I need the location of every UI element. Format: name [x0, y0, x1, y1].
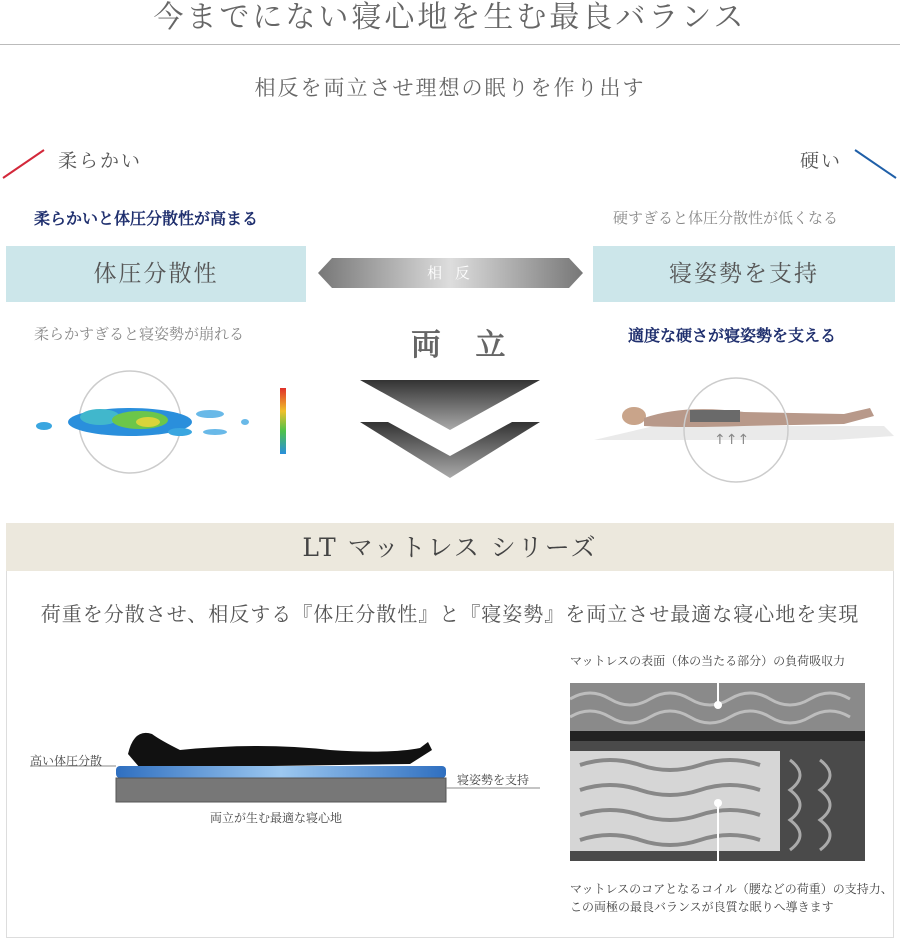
pressure-distribution-label: 高い体圧分散	[30, 754, 103, 768]
firmness-benefit-note: 適度な硬さが寝姿勢を支える	[628, 326, 837, 345]
soft-drawback-note: 柔らかすぎると寝姿勢が崩れる	[34, 325, 245, 343]
merge-chevron-icon	[360, 378, 540, 480]
posture-support-box: 寝姿勢を支持	[593, 246, 895, 302]
pressure-distribution-box: 体圧分散性	[6, 246, 306, 302]
series-lead: 荷重を分散させ、相反する『体圧分散性』と『寝姿勢』を両立させ最適な寝心地を実現	[40, 602, 860, 626]
mattress-illustration	[30, 720, 550, 810]
title-divider	[0, 44, 900, 45]
balance-label: 両 立	[411, 328, 518, 363]
sleeping-person-image	[594, 374, 894, 484]
soft-label: 柔らかい	[58, 150, 143, 172]
coil-caption-line-2: この両極の最良バランスが良質な眠りへ導きます	[570, 900, 834, 914]
pressure-map-image	[30, 370, 300, 480]
posture-support-label: 寝姿勢を支持	[457, 773, 530, 787]
optimal-comfort-label: 両立が生む最適な寝心地	[210, 811, 343, 825]
coil-caption-line-1: マットレスのコアとなるコイル（腰などの荷重）の支持力、	[570, 882, 893, 896]
svg-text:↑↑↑: ↑↑↑	[714, 432, 750, 448]
surface-caption: マットレスの表面（体の当たる部分）の負荷吸収力	[570, 654, 846, 668]
hard-drawback-note: 硬すぎると体圧分散性が低くなる	[613, 209, 839, 227]
page-subtitle: 相反を両立させ理想の眠りを作り出す	[254, 76, 646, 100]
page-title: 今までにない寝心地を生む最良バランス	[153, 0, 747, 35]
conflict-label: 相 反	[427, 264, 474, 282]
hard-label: 硬い	[800, 150, 843, 172]
soft-benefit-note: 柔らかいと体圧分散性が高まる	[34, 209, 259, 228]
mattress-cross-section-photo	[570, 665, 865, 865]
series-title: LT マットレス シリーズ	[6, 523, 894, 571]
